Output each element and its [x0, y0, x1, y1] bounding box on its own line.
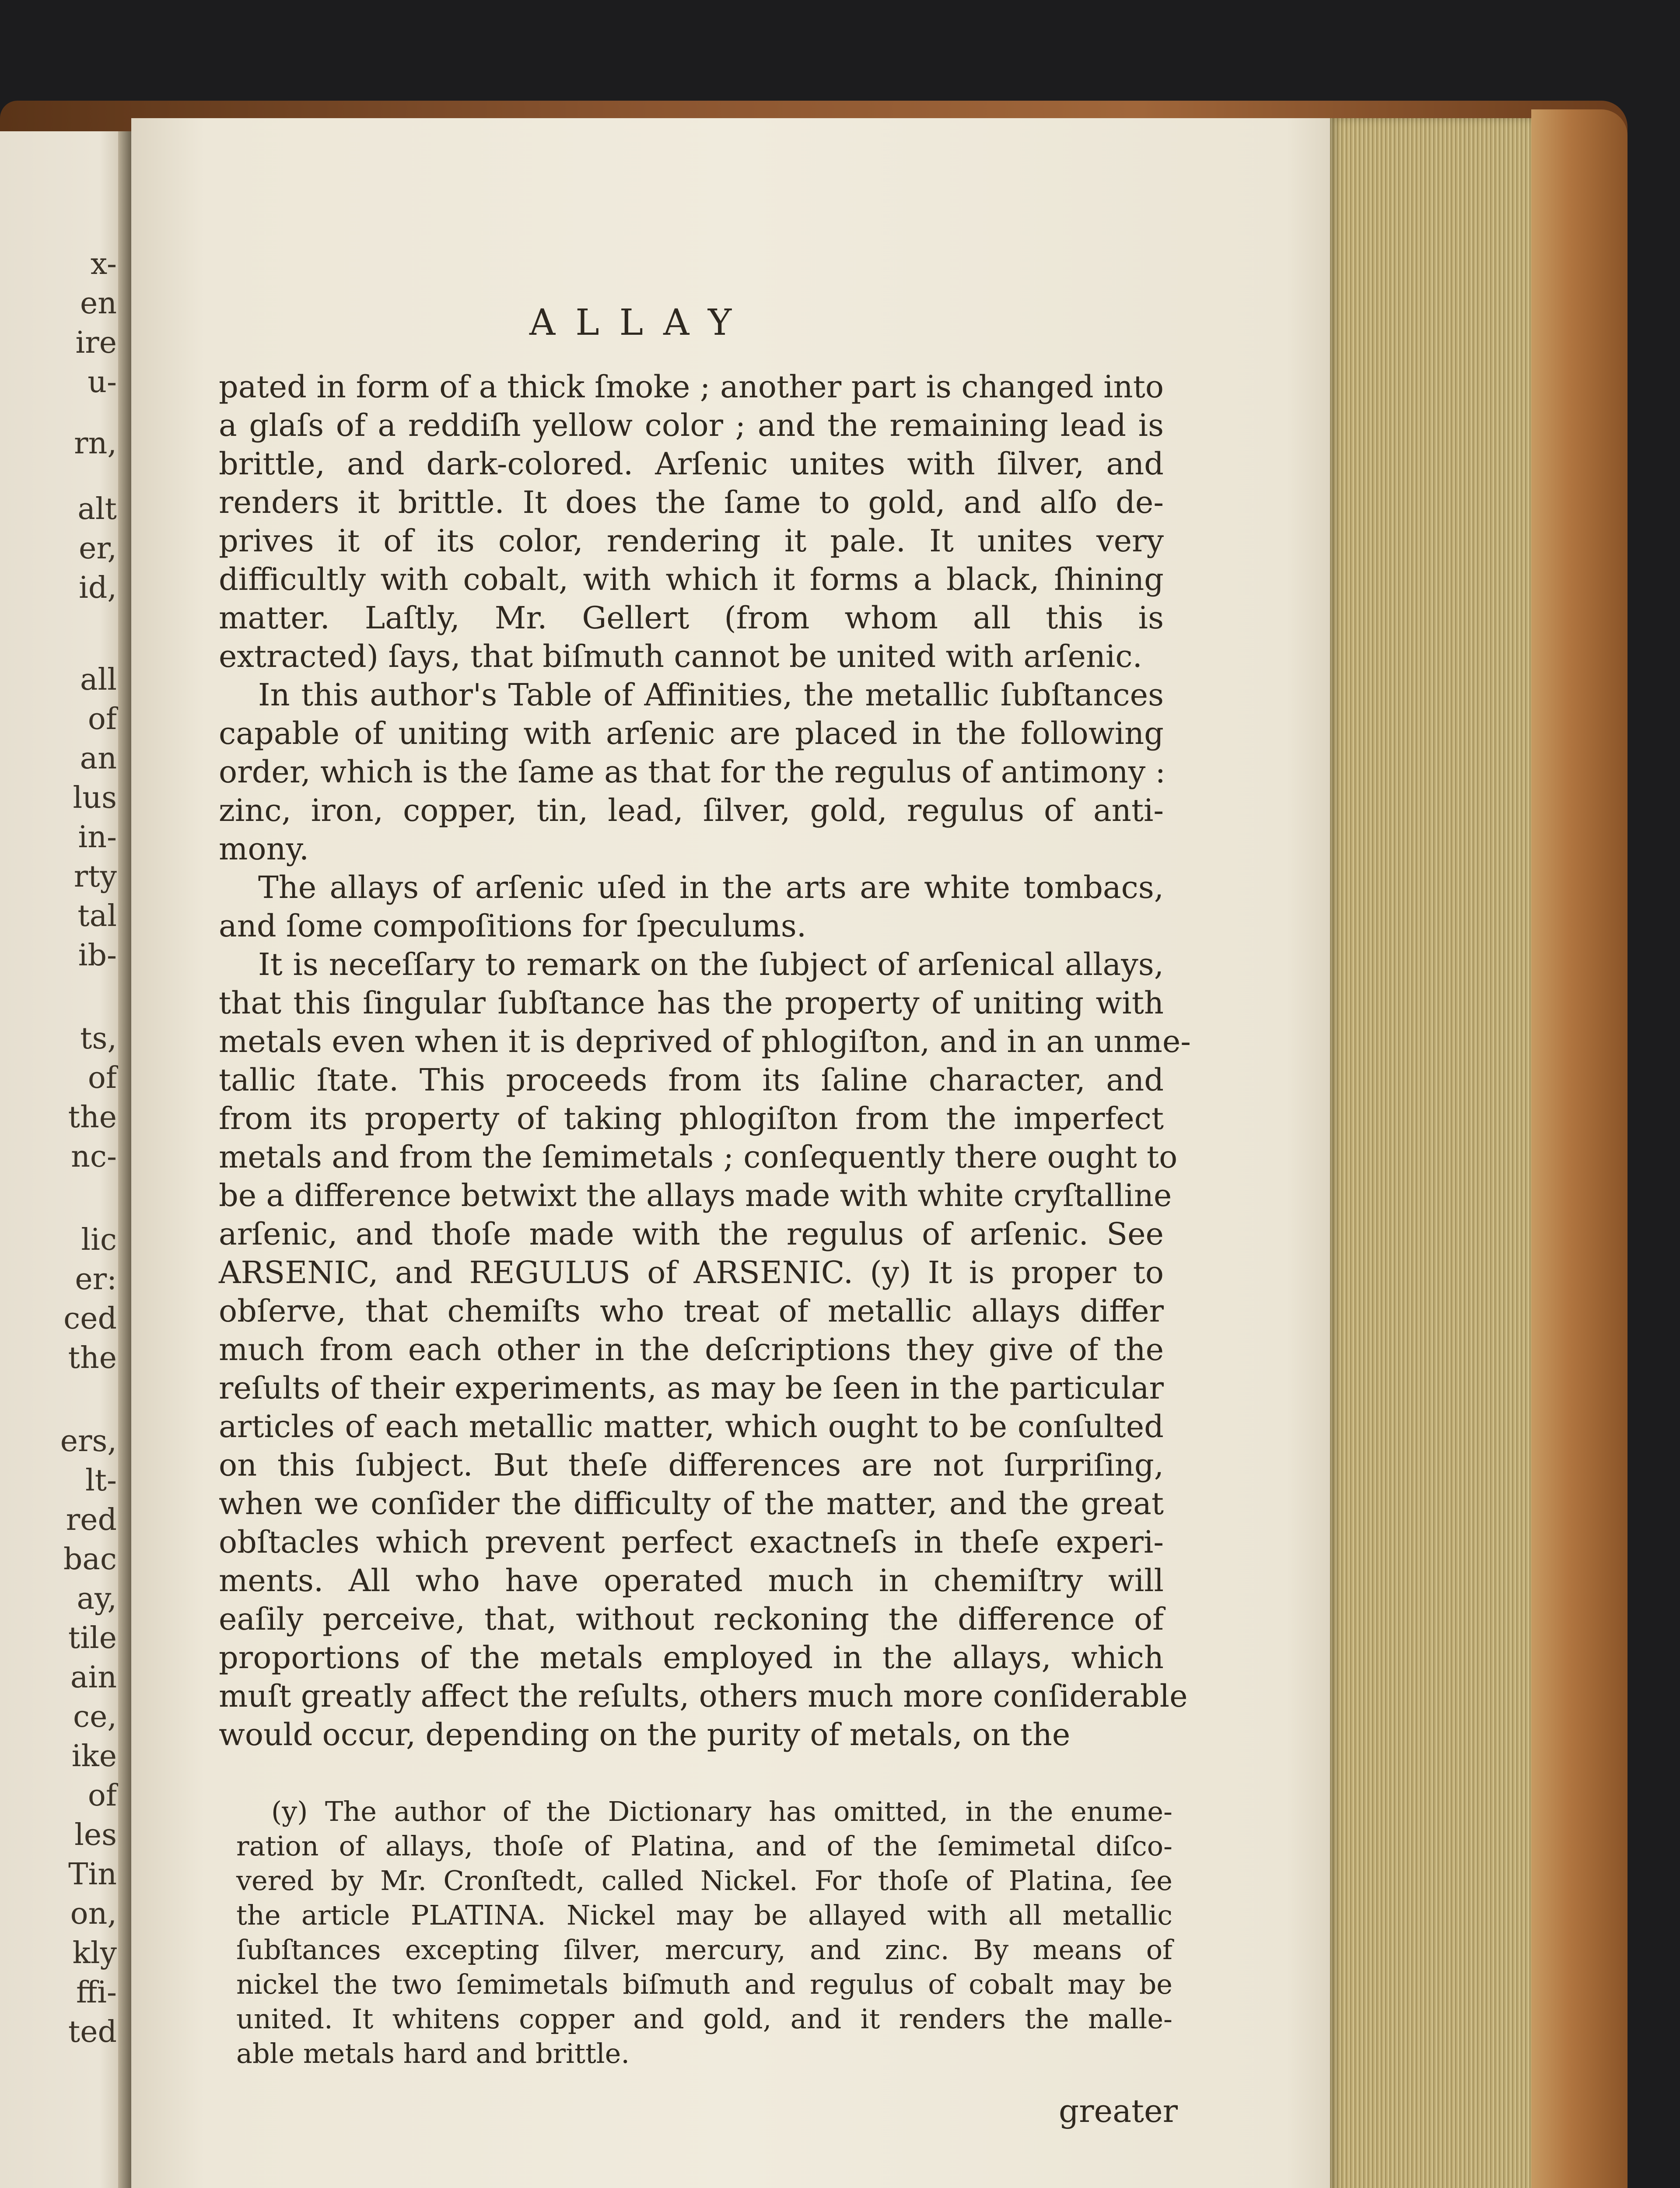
footnote-line: vered by Mr. Cronſtedt, called Nickel. For thoſe of Platina, ſee [236, 1865, 1172, 1897]
left-page-edge [0, 131, 125, 2188]
left-page-fragment: rn, [74, 426, 117, 461]
running-header: ALLAY [529, 302, 752, 344]
left-page-fragment: alt [77, 492, 117, 526]
text-line: In this author's Table of Affinities, the metallic ſubſtances [258, 677, 1164, 713]
body-text [219, 368, 1191, 1754]
footnote-line: able metals hard and brittle. [236, 2037, 630, 2069]
left-page-fragment: Tin [68, 1857, 117, 1892]
left-page-fragment: an [80, 741, 117, 776]
left-page-fragment: nc- [71, 1140, 117, 1174]
text-line: metals even when it is deprived of phlogiſton, and in an unme- [219, 1024, 1191, 1059]
footnote-line: ſubſtances excepting ſilver, mercury, and zinc. By means of [236, 1934, 1172, 1966]
left-page-fragment: ce, [73, 1700, 117, 1734]
left-page-fragment: tal [77, 899, 117, 933]
text-line: matter. Laſtly, Mr. Gellert (from whom all this is [219, 600, 1164, 636]
text-line: obſtacles which prevent perfect exactneſs in theſe experi- [219, 1524, 1164, 1560]
left-page-fragment: x- [90, 247, 117, 281]
left-page-fragment: ay, [77, 1581, 117, 1616]
left-page-fragment: rty [74, 859, 117, 894]
left-page-fragment: of [88, 1061, 117, 1095]
text-line: capable of uniting with arſenic are placed in the following [219, 715, 1164, 751]
text-line: be a difference betwixt the allays made with white cryſtalline [219, 1178, 1172, 1213]
left-page-fragment: ted [68, 2015, 117, 2049]
left-page-fragment: ike [71, 1739, 117, 1774]
left-page-fragment: tile [68, 1621, 117, 1655]
left-page-fragment: on, [70, 1897, 117, 1931]
text-line: obſerve, that chemiſts who treat of metallic allays differ [219, 1293, 1164, 1329]
text-line: ARSENIC, and REGULUS of ARSENIC. (y) It is proper to [219, 1255, 1164, 1290]
left-page-fragment: les [74, 1818, 117, 1852]
text-line: mony. [219, 831, 309, 867]
left-page-fragment: ffi- [76, 1975, 117, 2010]
left-page-fragment: of [88, 702, 117, 736]
text-line: metals and from the ſemimetals ; conſequently there ought to [219, 1139, 1178, 1175]
left-page-fragment: u- [88, 365, 117, 400]
text-line: renders it brittle. It does the ſame to gold, and alſo de- [219, 484, 1164, 520]
text-line: order, which is the ſame as that for the regulus of antimony : [219, 754, 1166, 790]
book-board-edge [1531, 109, 1628, 2188]
left-page-fragment: id, [79, 571, 117, 605]
catchword: greater [1059, 2093, 1178, 2129]
text-line: muſt greatly affect the reſults, others much more conſiderable [219, 1678, 1188, 1714]
text-line: proportions of the metals employed in the allays, which [219, 1640, 1164, 1676]
text-line: ments. All who have operated much in chemiſtry will [219, 1563, 1164, 1599]
page-fore-edge [1330, 118, 1540, 2188]
text-line: zinc, iron, copper, tin, lead, ſilver, gold, regulus of anti- [219, 792, 1164, 828]
left-page-fragment: ire [75, 326, 117, 360]
left-page-fragment: bac [63, 1542, 117, 1577]
text-line: on this ſubject. But theſe differences are not ſurpriſing, [219, 1447, 1164, 1483]
text-line: much from each other in the deſcriptions they give of the [219, 1332, 1164, 1368]
left-page-fragment: the [68, 1100, 117, 1135]
text-line: and ſome compoſitions for ſpeculums. [219, 908, 807, 944]
text-line: eaſily perceive, that, without reckoning the difference of [219, 1601, 1164, 1637]
text-line: extracted) ſays, that biſmuth cannot be united with arſenic. [219, 638, 1142, 674]
text-line: a glaſs of a reddiſh yellow color ; and the remaining lead is [219, 407, 1164, 443]
left-page-fragment: red [66, 1503, 117, 1537]
text-line: difficultly with cobalt, with which it forms a black, ſhining [219, 561, 1164, 597]
left-page-fragment: ced [63, 1301, 117, 1336]
left-page-fragment: kly [72, 1936, 117, 1971]
footnote-line: (y) The author of the Dictionary has omitted, in the enume- [271, 1795, 1172, 1827]
left-page-fragment: ib- [78, 938, 117, 973]
text-line: from its property of taking phlogiſton from the imperfect [219, 1101, 1164, 1136]
left-page-fragment: in- [78, 820, 117, 855]
left-page-fragment: lt- [85, 1463, 117, 1498]
text-line: arſenic, and thoſe made with the regulus of arſenic. See [219, 1216, 1164, 1252]
left-page-fragment: er: [75, 1262, 117, 1297]
left-page-fragment: er, [79, 531, 117, 566]
text-line: would occur, depending on the purity of metals, on the [219, 1717, 1071, 1753]
text-line: when we conſider the difficulty of the matter, and the great [219, 1486, 1164, 1522]
text-line: that this ſingular ſubſtance has the property of uniting with [219, 985, 1164, 1021]
text-line: It is neceſſary to remark on the ſubject of arſenical allays, [258, 947, 1164, 982]
text-line: reſults of their experiments, as may be ſeen in the particular [219, 1370, 1164, 1406]
text-line: prives it of its color, rendering it pale. It unites very [219, 523, 1164, 559]
footnote [236, 1794, 1172, 2071]
left-page-fragment: all [80, 663, 117, 697]
text-line: brittle, and dark-colored. Arſenic unites with ſilver, and [219, 446, 1164, 482]
footnote-line: nickel the two ſemimetals biſmuth and regulus of cobalt may be [236, 1968, 1172, 2000]
text-line: articles of each metallic matter, which ought to be conſulted [219, 1409, 1164, 1445]
footnote-line: the article PLATINA. Nickel may be allayed with all metallic [236, 1899, 1172, 1931]
left-page-fragment: ain [70, 1660, 117, 1695]
text-line: The allays of arſenic uſed in the arts are white tombacs, [258, 870, 1164, 905]
left-page-fragment: the [68, 1341, 117, 1375]
left-page-fragment: lus [73, 781, 117, 815]
text-line: tallic ſtate. This proceeds from its ſaline character, and [219, 1062, 1164, 1098]
footnote-line: united. It whitens copper and gold, and it renders the malle- [236, 2003, 1172, 2035]
left-page-fragment: en [80, 286, 117, 321]
left-page-fragment: ers, [60, 1424, 117, 1459]
left-page-fragment: lic [81, 1223, 117, 1257]
left-page-fragment: ts, [80, 1021, 117, 1056]
left-page-fragment: of [88, 1778, 117, 1813]
footnote-line: ration of allays, thoſe of Platina, and of the ſemimetal diſco- [236, 1830, 1172, 1862]
text-line: pated in form of a thick ſmoke ; another part is changed into [219, 369, 1164, 405]
